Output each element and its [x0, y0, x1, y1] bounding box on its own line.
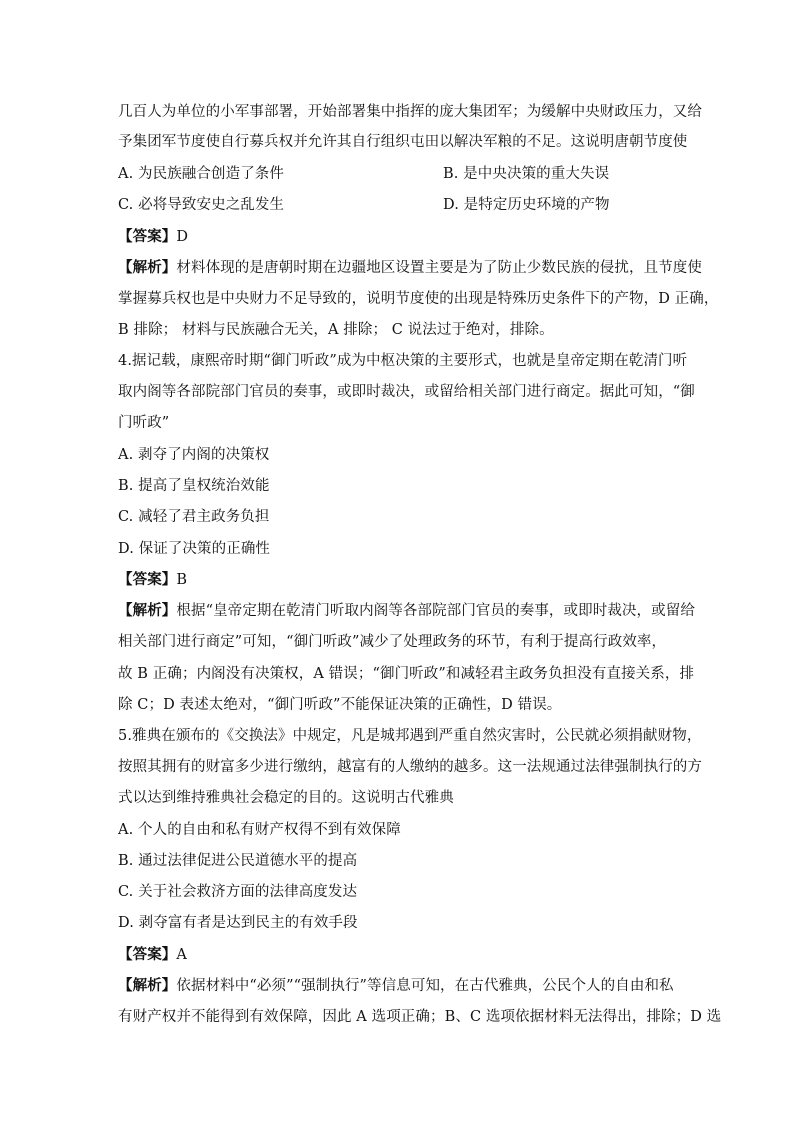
answer-tag: 【答案】 [118, 946, 177, 963]
q4-analysis-line-1 [118, 601, 695, 621]
answer-value: B [176, 572, 188, 588]
q5-option-b: B. 通过法律促进公民道德水平的提高 [118, 853, 358, 869]
q5-analysis-line-1 [118, 976, 674, 996]
q4-analysis-line-3: 故 B 正确；内阁没有决策权，A 错误；“御门听政”和减轻君主政务负担没有直接关系，排 [118, 666, 695, 682]
q5-option-c: C. 关于社会救济方面的法律高度发达 [118, 884, 358, 900]
q3-option-d: D. 是特定历史环境的产物 [443, 197, 610, 213]
answer-tag: 【答案】 [118, 571, 177, 588]
q4-stem-line-1: 4.据记载，康熙帝时期“御门听政”成为中枢决策的主要形式，也就是皇帝定期在乾清门听 [118, 353, 688, 369]
answer-value: D [176, 229, 189, 245]
q4-option-d: D. 保证了决策的正确性 [118, 541, 271, 557]
q3-stem-line-2: 予集团军节度使自行募兵权并允许其自行组织屯田以解决军粮的不足。这说明唐朝节度使 [118, 134, 688, 150]
q4-analysis-line-2: 相关部门进行商定”可知，“御门听政”减少了处理政务的环节，有利于提高行政效率， [118, 634, 667, 650]
q4-stem-line-3: 门听政” [118, 415, 170, 431]
q4-stem-line-2: 取内阁等各部院部门官员的奏事，或即时裁决，或留给相关部门进行商定。据此可知，“御 [118, 384, 695, 400]
q4-option-c: C. 减轻了君主政务负担 [118, 509, 270, 525]
q3-option-a: A. 为民族融合创造了条件 [118, 166, 284, 182]
analysis-tag: 【解析】 [118, 977, 177, 994]
q3-analysis-line-2: 掌握募兵权也是中央财力不足导致的，说明节度使的出现是特殊历史条件下的产物，D 正确， [118, 291, 719, 307]
analysis-tag: 【解析】 [118, 259, 177, 276]
q4-option-b: B. 提高了皇权统治效能 [118, 478, 270, 494]
analysis-tag: 【解析】 [118, 602, 177, 619]
q3-option-b: B. 是中央决策的重大失误 [443, 166, 610, 182]
analysis-text: 依据材料中“必须”“强制执行”等信息可知，在古代雅典，公民个人的自由和私 [176, 978, 674, 994]
answer-tag: 【答案】 [118, 228, 177, 245]
answer-value: A [176, 947, 187, 963]
q3-option-c: C. 必将导致安史之乱发生 [118, 197, 285, 213]
q5-stem-line-1: 5.雅典在颁布的《交换法》中规定，凡是城邦遇到严重自然灾害时，公民就必须捐献财物， [118, 728, 702, 744]
q3-analysis-line-1 [118, 258, 702, 278]
q5-stem-line-2: 按照其拥有的财富多少进行缴纳，越富有的人缴纳的越多。这一法规通过法律强制执行的方 [118, 759, 702, 775]
q5-answer [118, 945, 187, 965]
q4-option-a: A. 剥夺了内阁的决策权 [118, 447, 270, 463]
q5-analysis-line-2: 有财产权并不能得到有效保障，因此 A 选项正确；B、C 选项依据材料无法得出，排除；D 选 [118, 1009, 722, 1025]
q5-option-d: D. 剥夺富有者是达到民主的有效手段 [118, 915, 358, 931]
q5-option-a: A. 个人的自由和私有财产权得不到有效保障 [118, 822, 401, 838]
q4-answer [118, 570, 187, 590]
q5-stem-line-3: 式以达到维持雅典社会稳定的目的。这说明古代雅典 [118, 790, 454, 806]
q3-analysis-line-3: B 排除； 材料与民族融合无关，A 排除； C 说法过于绝对，排除。 [118, 322, 554, 338]
analysis-text: 材料体现的是唐朝时期在边疆地区设置主要是为了防止少数民族的侵扰，且节度使 [176, 260, 703, 276]
q3-stem-line-1: 几百人为单位的小军事部署，开始部署集中指挥的庞大集团军；为缓解中央财政压力，又给 [118, 104, 702, 120]
q3-answer [118, 227, 188, 247]
q4-analysis-line-4: 除 C；D 表述太绝对，“御门听政”不能保证决策的正确性，D 错误。 [118, 697, 562, 713]
analysis-text: 根据“皇帝定期在乾清门听取内阁等各部院部门官员的奏事，或即时裁决，或留给 [176, 603, 695, 619]
